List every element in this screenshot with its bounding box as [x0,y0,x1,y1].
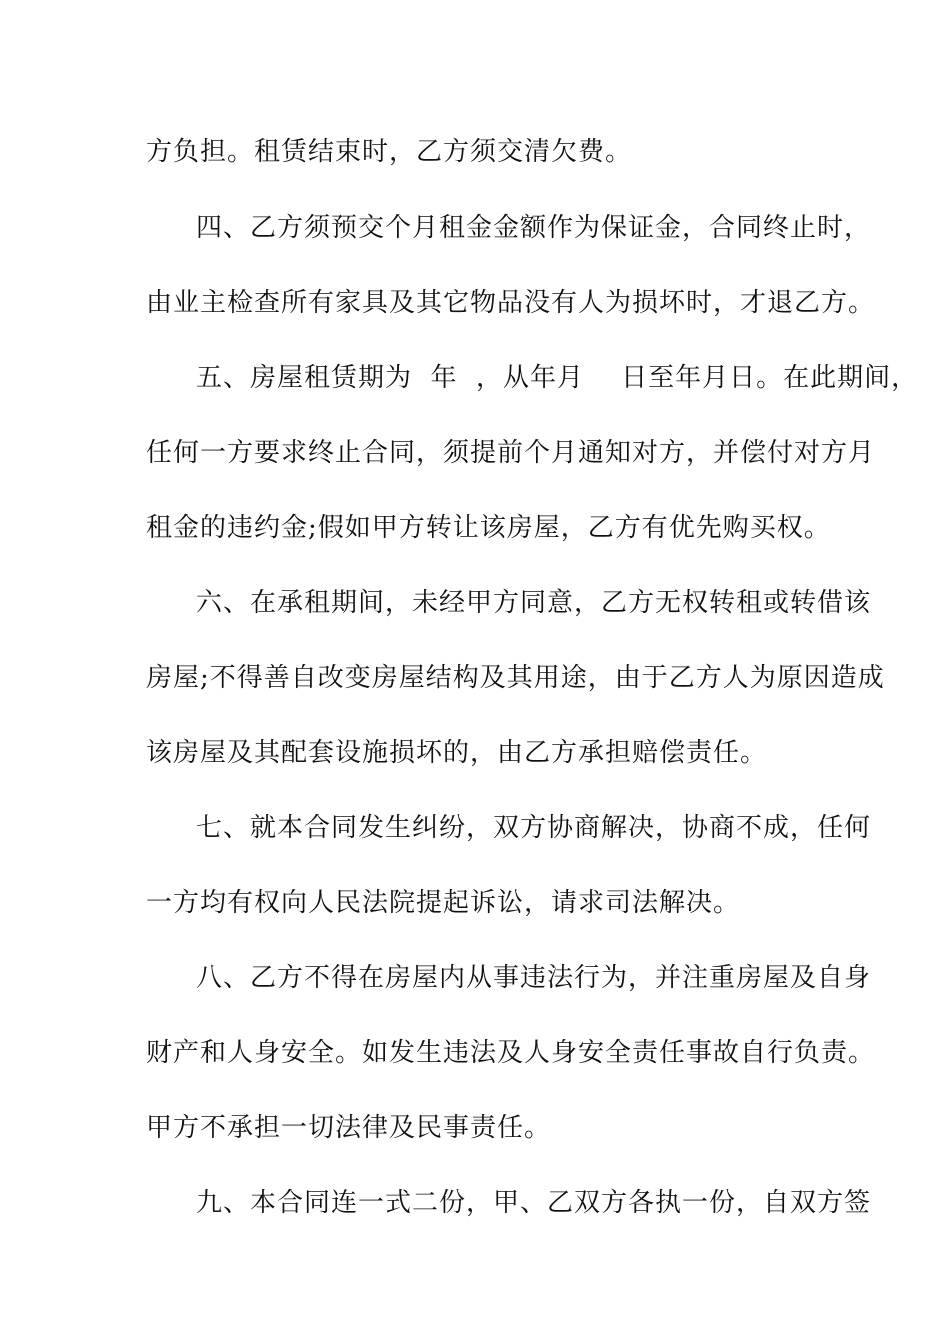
text-line: 甲方不承担一切法律及民事责任。 [146,1113,552,1143]
text-line: 四、乙方须预交个月租金金额作为保证金，合同终止时， [196,213,872,243]
text-line: 九、本合同连一式二份，甲、乙双方各执一份，自双方签 [196,1188,872,1218]
text-line: 一方均有权向人民法院提起诉讼，请求司法解决。 [146,888,741,918]
text-line: 五、房屋租赁期为 年 ，从年月 日至年月日。在此期间， [196,363,919,393]
text-line: 财产和人身安全。如发生违法及人身安全责任事故自行负责。 [146,1038,876,1068]
text-line: 房屋;不得善自改变房屋结构及其用途，由于乙方人为原因造成 [146,663,885,693]
text-line: 租金的违约金;假如甲方转让该房屋，乙方有优先购买权。 [146,513,831,543]
text-line: 该房屋及其配套设施损坏的，由乙方承担赔偿责任。 [146,738,768,768]
text-line: 方负担。租赁结束时，乙方须交清欠费。 [146,137,633,167]
text-line: 七、就本合同发生纠纷，双方协商解决，协商不成，任何 [196,813,872,843]
text-line: 八、乙方不得在房屋内从事违法行为，并注重房屋及自身 [196,963,872,993]
text-line: 六、在承租期间，未经甲方同意，乙方无权转租或转借该 [196,588,872,618]
text-line: 由业主检查所有家具及其它物品没有人为损坏时，才退乙方。 [146,288,876,318]
text-line: 任何一方要求终止合同，须提前个月通知对方，并偿付对方月 [146,438,876,468]
